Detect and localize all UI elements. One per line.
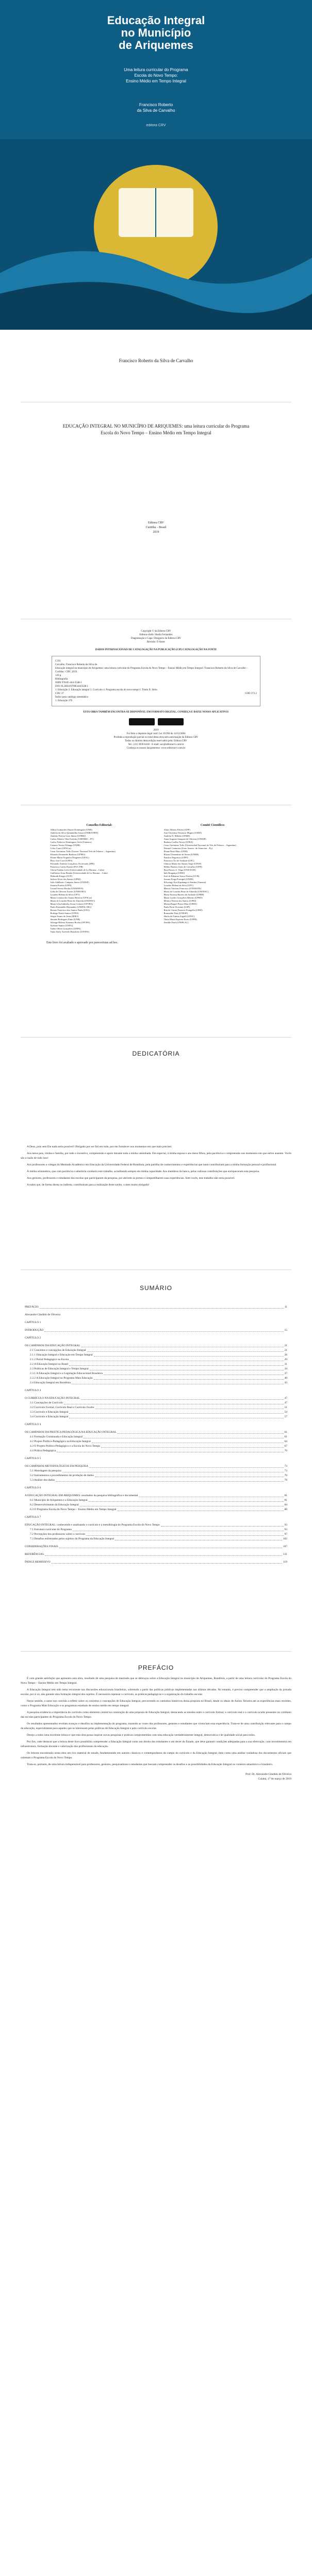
- toc-entry-label: 3.2 Currículo Formal, Currículo Real e Currículo Oculto: [30, 1406, 94, 1409]
- dedication-paragraph: Aos professores e colegas do Mestrado Acadêmico em Educação da Universidade Federal de Rondônia, pela partilha de conhecimentos e experiências que tanto contribuíram para a minha formação pessoal e profissional.: [27, 1163, 277, 1166]
- toc-entry-page: 88: [284, 1508, 287, 1511]
- toc-leader-dots: [94, 1356, 284, 1357]
- scientific-member: Maria Eurácia Barreto de Andrade (UFRB): [163, 893, 204, 896]
- toc-entry-label: 2.3.2 A Educação Integral no Programa Mais Educação: [30, 1377, 93, 1380]
- scientific-member: Fauston Negreiros (UFPI): [163, 856, 188, 859]
- editorial-member: Gloria Fariñas León (Universidade de La Havana – Cuba): [50, 869, 104, 871]
- dedication-paragraph: Aos meus pais, irmãos e família, por todo o incentivo, compreensão e apoio durante toda a minha caminhada. Em especial, à minha esposa e aos meus filhos, pela paciência e compreensão nos momentos em que estive ausente. Vocês são a razão de tudo isso!: [21, 1152, 291, 1160]
- toc-entry[interactable]: [25, 1498, 287, 1503]
- toc-entry-page: 84: [284, 1503, 287, 1506]
- toc-entry-label: OS CAMINHOS DA EDUCAÇÃO INTEGRAL: [25, 1344, 80, 1347]
- scientific-member: Mirian Raquel Piazzi Mari (UFRN): [163, 903, 197, 905]
- scientific-member: Maria de Lourdes Pinto de Almeida (UNOESC): [163, 890, 208, 893]
- toc-entry[interactable]: [25, 1552, 287, 1557]
- scientific-member: Mônica Pereira dos Santos (UFRJ): [163, 900, 196, 902]
- toc-entry[interactable]: [25, 1528, 287, 1532]
- scientific-member: Altair Alberto Fávero (UPF): [163, 828, 190, 831]
- toc-entry-page: 40: [284, 1377, 287, 1380]
- editorial-member: Lídia de Oliveira Xavier (UNIEURO): [50, 890, 86, 893]
- editorial-member: Élsio José Corá (UFFS): [50, 859, 73, 862]
- editorial-member: Sydione Santos (UEPG): [50, 924, 73, 927]
- scientific-member: Lourdes Helena da Silva (UFV): [163, 884, 193, 887]
- toc-entry-label: 4.3 O Projeto Político-Pedagógico e a Escola do Novo Tempo: [30, 1445, 101, 1448]
- book-cover: [0, 0, 312, 330]
- toc-entry-page: 93: [284, 1528, 287, 1531]
- toc-entry-page: 64: [284, 1440, 287, 1443]
- toc-leader-dots: [89, 1501, 284, 1502]
- toc-entry-label: 2.1.2 Portal Pedagógico na Escola: [30, 1358, 69, 1361]
- editorial-member: Maria Lília Imbiriba Sousa Colares (UFOPA): [50, 903, 93, 905]
- cover-subtitle: Uma leitura curricular do Programa Escola do Novo Tempo: Ensino Médio em Tempo Integral: [124, 67, 188, 83]
- editorial-board-title: Conselho Editorial:: [86, 824, 112, 827]
- scientific-member: Elizeu Clementino de Souza (UNEB): [163, 853, 199, 856]
- toc-leader-dots: [86, 1535, 283, 1536]
- toc-entry[interactable]: [25, 1367, 287, 1371]
- scientific-member: Barbara Coelho Neves (UFBA): [163, 841, 193, 843]
- cover-artwork: [0, 139, 312, 330]
- toc-entry-label: 3.1 Concepções de Currículo: [30, 1401, 63, 1404]
- scientific-member: Zenilde Durli (UNIPLAC): [163, 921, 189, 924]
- toc-entry[interactable]: [25, 1507, 287, 1512]
- toc-entry-page: 102: [283, 1537, 287, 1540]
- preface-paragraph: Os leitores encontrarão nesta obra um rico material de estudo, fundamentado em autores clássicos e contemporâneos do campo do currículo e da Educação Integral, bem como uma análise cuidadosa dos documentos oficiais que orientam o Programa Escola do Novo Tempo.: [21, 1752, 291, 1759]
- toc-entry[interactable]: [25, 1305, 287, 1310]
- preface-title: PREFÁCIO: [138, 1664, 174, 1671]
- toc-list: [25, 1305, 287, 1565]
- dedication-title: DEDICATÓRIA: [132, 1050, 180, 1057]
- toc-entry[interactable]: [25, 1473, 287, 1478]
- scientific-member: Marcos Vinicius Francisco (UNOESTE): [163, 887, 202, 890]
- toc-entry-label: REFERÊNCIAS: [25, 1553, 44, 1556]
- editorial-board-list: [51, 828, 149, 934]
- toc-entry-label: CAPÍTULO 1: [25, 1321, 41, 1324]
- toc-entry-page: 73: [284, 1469, 287, 1472]
- toc-entry[interactable]: [25, 1344, 287, 1348]
- dedication-paragraph: A Deus, pois sem Ele nada seria possível! Obrigado por ser fiel em tudo, por me fortalecer nos momentos em que mais precisei.: [27, 1145, 172, 1148]
- editorial-member: Paulo Romualdo Hernandes (UNIFAL-MG): [50, 906, 92, 908]
- toc-leader-dots: [56, 1481, 284, 1482]
- toc-entry-label: 7.2 Percepções dos professores sobre o currículo: [30, 1533, 86, 1536]
- toc-leader-dots: [101, 1447, 283, 1448]
- preface-signature: Prof. Dr. Alexandre Cândido de Oliveira Cuiabá, 17 de março de 2019: [245, 1773, 291, 1781]
- toc-entry[interactable]: [25, 1456, 287, 1461]
- scientific-committee: [164, 824, 262, 934]
- toc-entry[interactable]: [25, 1523, 287, 1528]
- toc-entry[interactable]: [25, 1439, 287, 1444]
- toc-entry-page: 81: [284, 1499, 287, 1502]
- toc-entry[interactable]: [25, 1449, 287, 1453]
- editorial-member: Aldira Guimarães Duarte Domínguez (UNB): [50, 828, 92, 831]
- cover-author: Francisco Roberto da Silva de Carvalho: [137, 103, 175, 113]
- toc-entry-label: CAPÍTULO 6: [25, 1486, 41, 1489]
- toc-entry-label: 2.3.1 A Educação Integral e a Legislação Educacional Brasileira: [30, 1372, 103, 1375]
- toc-entry[interactable]: [25, 1348, 287, 1353]
- toc-entry[interactable]: [25, 1478, 287, 1483]
- toc-entry[interactable]: [25, 1381, 287, 1385]
- toc-leader-dots: [40, 1308, 284, 1309]
- app-store-badge-icon[interactable]: [158, 718, 184, 725]
- toc-entry[interactable]: [25, 1410, 287, 1415]
- toc-entry-page: 26: [284, 1353, 287, 1357]
- editorial-member: Renato Francisco dos Santos Paula (UFG): [50, 909, 90, 911]
- preface-paragraph: A Educação Integral tem sido tema recorrente nas discussões educacionais brasileiras, sobretudo a partir das políticas públicas implementadas nas últimas décadas. No entanto, é preciso compreender que a ampliação da jornada escolar, por si só, não garante uma formação integral dos sujeitos. É necessário repensar o currículo, as práticas pedagógicas e a organização do trabalho escolar.: [21, 1688, 291, 1696]
- editorial-member: Tadeu Oliver Gonçalves (UFPA): [50, 927, 81, 930]
- toc-entry-label: CAPÍTULO 7: [25, 1516, 41, 1519]
- toc-entry-label: 2.2 A Educação Integral no Brasil: [30, 1363, 69, 1366]
- toc-entry[interactable]: [25, 1388, 287, 1393]
- scientific-member: Jussara Fraga Portugal (UNEB): [163, 878, 193, 880]
- toc-entry-page: 34: [284, 1367, 287, 1370]
- title-page-imprint: Editora CRV Curitiba – Brasil 2019: [145, 521, 167, 534]
- scientific-member: Andréia N. Militão (UEMS): [163, 835, 190, 837]
- editorial-member: Maria de Lourdes Pinto de Almeida (UNOESC): [50, 900, 95, 902]
- toc-entry-label: 6.3 O Programa Escola do Novo Tempo – Ensino Médio em Tempo Integral: [30, 1508, 117, 1511]
- scientific-member: Sheila de Fatima Zagolli (UFSC): [163, 915, 195, 918]
- preface-paragraph: Desejo a todos uma excelente leitura e que esta obra possa inspirar novas pesquisas e práticas comprometidas com uma educação verdadeiramente integral, democrática e de qualidade social para todos.: [27, 1734, 256, 1737]
- toc-entry-label: 7.3 Desafios enfrentados pelos sujeitos do Programa da Educação Integral: [30, 1537, 114, 1540]
- toc-entry-label: Alexandre Cândido de Oliveira: [25, 1313, 60, 1316]
- toc-entry-page: 37: [284, 1372, 287, 1375]
- toc-entry-page: 47: [284, 1401, 287, 1404]
- scientific-member: Inês Bragança (UERJ): [163, 872, 185, 874]
- toc-leader-dots: [69, 1365, 283, 1366]
- scientific-member: Ilma Passos A. Veiga (UNICEUB): [163, 869, 196, 871]
- toc-entry[interactable]: [25, 1415, 287, 1419]
- preface-paragraph: Trata-se, portanto, de uma leitura indispensável para professores, gestores, pesquisadores e estudantes que buscam compreender os desafios e as possibilidades da Educação Integral no contexto amazônico e brasileiro.: [27, 1763, 273, 1766]
- toc-entry-page: 81: [284, 1494, 287, 1497]
- toc-entry-page: 73: [284, 1465, 287, 1468]
- toc-entry-label: PREFÁCIO: [25, 1306, 39, 1309]
- toc-entry-label: CAPÍTULO 3: [25, 1389, 41, 1392]
- toc-entry-page: 119: [283, 1561, 287, 1564]
- editorial-member: Andréia da Silva Quintanilha Sousa (UNIR/UFRN): [50, 832, 98, 834]
- toc-entry-page: 21: [284, 1349, 287, 1352]
- toc-entry-label: 5.3 Análise dos dados: [30, 1479, 55, 1482]
- editorial-member: Helmuth Krüger (UCP): [50, 875, 72, 877]
- catalog-footer: 2019 Foi feito o depósito legal conf. Lei 10.994 de 14/12/2004 Proibida a reprodução parcial ou total desta obra sem autorização da Editora CRV Todos os direitos desta edição reservados pela: Editora CRV Tel.: (41) 3039-6418 - E-mail: sac@editoracrv.com.br Conheça os nossos lançamentos: www.editoracrv.com.br: [113, 729, 199, 750]
- app-store-badges: [21, 718, 291, 725]
- toc-entry[interactable]: [25, 1515, 287, 1520]
- toc-leader-dots: [89, 1467, 283, 1468]
- toc-entry-page: 70: [284, 1449, 287, 1452]
- toc-entry-label: CAPÍTULO 4: [25, 1423, 41, 1426]
- scientific-member: Rita de Cássia Prazeres Frangella (UERJ): [163, 909, 203, 911]
- toc-entry[interactable]: [25, 1358, 287, 1362]
- toc-entry-label: INTRODUÇÃO: [25, 1329, 44, 1332]
- table-of-contents-page: [0, 1270, 312, 1651]
- scientific-member: Diosnel Centurion (Univ Americ. de Asunción – Py): [163, 847, 212, 850]
- preface-paragraph: Por fim, cabe destacar que a leitura deste livro possibilita compreender a Educação Integral como um direito dos estudantes e um dever do Estado, que deve garantir condições adequadas para a sua efetivação, com investimentos em infraestrutura, formação docente e valorização dos profissionais da educação.: [21, 1740, 291, 1748]
- toc-entry-label: 2.4 Educação Integral em Rondônia: [30, 1381, 71, 1384]
- toc-entry-label: 7.1 Estrutura curricular do Programa: [30, 1528, 72, 1531]
- toc-entry-label: EDUCAÇÃO INTEGRAL: conhecendo e analisando o currículo e a metodologia do Programa Escola do Novo Tempo: [25, 1523, 160, 1527]
- toc-entry-label: CONSIDERAÇÕES FINAIS: [25, 1545, 58, 1548]
- toc-entry-page: 47: [284, 1397, 287, 1400]
- half-title-author: Francisco Roberto da Silva de Carvalho: [119, 358, 193, 363]
- scientific-member: Francisco Ari de Andrade (UFC): [163, 859, 194, 862]
- preface-page: [0, 1652, 312, 2218]
- toc-entry-label: ÍNDICE REMISSIVO: [25, 1561, 51, 1564]
- toc-entry[interactable]: [25, 1405, 287, 1410]
- editorial-member: Sérgio Nunes de Jesus (IFRO): [50, 915, 79, 918]
- toc-entry-page: 11: [284, 1306, 287, 1309]
- scientific-committee-title: Comitê Científico:: [200, 824, 225, 827]
- toc-entry-page: 78: [284, 1479, 287, 1482]
- toc-entry[interactable]: [25, 1313, 287, 1317]
- scientific-committee-list: [164, 828, 262, 924]
- cip-record: C331 Carvalho, Francisco Roberto da Silva de. Educação integral no município de Ariquemes: uma leitura curricular do Programa Escola do Novo Tempo – Ensino Médio em Tempo Integral / Francisco Roberto da Silva de Carvalho – Curitiba : CRV, 2019. 120 p. Bibliografia ISBN 978-85-444-3548-1 DOI 10.24824/978854443548.1 1. Educação 2. Educação integral 3. Currículo 4. Programa escola do novo tempo I. Título II. Série. CDU 37 CDD 373.2 Índice para catálogo sistemático 1. Educação 370: [52, 656, 260, 706]
- editorial-member: Maria Cristina dos Santos Bezerra (UFSCar): [50, 896, 92, 899]
- scientific-member: Maria Lurdes Gonçalves Ribeiro (UFRN): [163, 896, 203, 899]
- toc-entry-label: O CURRÍCULO NA EDUCAÇÃO INTEGRAL: [25, 1397, 80, 1400]
- toc-entry[interactable]: [25, 1469, 287, 1473]
- toc-entry-page: 21: [284, 1344, 287, 1347]
- scientific-member: Kilwangy Kya Kapitango-a-Samba (Unemat): [163, 881, 206, 884]
- toc-title: SUMÁRIO: [139, 1284, 172, 1292]
- toc-entry-label: 5.1 Abordagem da pesquisa: [30, 1469, 61, 1472]
- dedication-paragraph: Aos gestores, professores e estudantes das escolas que participaram da pesquisa, por abrirem as portas e compartilharem suas experiências. Sem vocês, este trabalho não seria possível.: [27, 1177, 235, 1180]
- toc-leader-dots: [44, 1331, 283, 1332]
- editorial-member: Francisco Carlos Duarte (PUC-PR): [50, 866, 84, 868]
- toc-entry-page: 67: [284, 1445, 287, 1448]
- toc-entry-label: 5.2 Instrumentos e procedimentos de produção de dados: [30, 1474, 94, 1477]
- toc-entry[interactable]: [25, 1435, 287, 1439]
- toc-entry[interactable]: [25, 1353, 287, 1358]
- toc-entry-page: 15: [284, 1329, 287, 1332]
- toc-entry-label: 2.1.1 Educação Integral e Educação em Tempo Integral: [30, 1353, 93, 1357]
- toc-entry[interactable]: [25, 1336, 287, 1341]
- toc-entry-label: CAPÍTULO 2: [25, 1336, 41, 1340]
- scientific-member: Helder Buenos Aires de Carvalho (UFPI): [163, 866, 202, 868]
- toc-entry[interactable]: [25, 1560, 287, 1565]
- toc-leader-dots: [94, 1379, 284, 1380]
- toc-entry-label: 4.1 Formação Continuada e Educação Integral: [30, 1435, 83, 1438]
- toc-entry-page: 43: [284, 1381, 287, 1384]
- toc-entry-label: 2.1 Conceitos e concepções de Educação Integral: [30, 1349, 86, 1352]
- editorial-member: Fernando Antônio Gonçalves Alcoforado (IPB): [50, 862, 94, 865]
- toc-entry[interactable]: [25, 1320, 287, 1325]
- digital-edition-notice: ESTA OBRA TAMBÉM ENCONTRA-SE DISPONÍVEL EM FORMATO DIGITAL. CONHEÇA E BAIXE NOSSO APLICATIVO!: [83, 711, 229, 714]
- toc-entry[interactable]: [25, 1371, 287, 1376]
- editorial-member: Tania Suely Azevedo Brasileiro (UFOPA): [50, 930, 90, 933]
- toc-leader-dots: [118, 1433, 284, 1434]
- preface-paragraph: Os resultados apresentados revelam avanços e desafios na implementação do programa, trazendo as vozes dos professores, gestores e estudantes que vivenciam essa experiência. Trata-se de uma contribuição relevante para o campo da educação, especialmente para aqueles que se interessam pelas políticas de Educação Integral e pelo currículo escolar.: [21, 1722, 291, 1730]
- google-play-badge-icon[interactable]: [129, 718, 155, 725]
- toc-entry[interactable]: [25, 1444, 287, 1449]
- toc-entry-page: 57: [284, 1415, 287, 1418]
- cip-header: DADOS INTERNACIONAIS DE CATALOGAÇÃO NA PUBLICAÇÃO (CIP) CATALOGAÇÃO NA FONTE: [95, 649, 217, 651]
- toc-entry-label: OS CAMINHOS DA PRÁTICA PEDAGÓGICA NA EDUCAÇÃO INTEGRAL: [25, 1431, 117, 1434]
- preface-body: [21, 1676, 291, 1767]
- editorial-member: Carmen Tereza Velanga (UNIR): [50, 844, 80, 846]
- toc-entry[interactable]: [25, 1430, 287, 1435]
- dedication-paragraph: A todos que, de forma direta ou indireta, contribuíram para a realização deste sonho, o meu muito obrigado!: [27, 1183, 150, 1187]
- toc-entry-label: 3.4 Currículo e Educação Integral: [30, 1415, 69, 1418]
- title-page-title: EDUCAÇÃO INTEGRAL NO MUNICÍPIO DE ARIQUEMES: uma leitura curricular do Programa Escola do Novo Tempo – Ensino Médio em Tempo Integral: [62, 423, 250, 435]
- toc-entry-page: 54: [284, 1411, 287, 1414]
- scientific-member: Anna Augusta Sampaio de Oliveira (UNESP): [163, 838, 206, 840]
- editorial-member: João Adalberto Campato Junior (UNESP): [50, 881, 89, 884]
- scientific-member: Gláucia Maria dos Santos Jorge (UFOP): [163, 862, 202, 865]
- scientific-member: Tânia Maria Esperon Porto (UFPB): [163, 918, 197, 921]
- toc-leader-dots: [52, 1563, 282, 1564]
- editorial-member: Carlos Alberto Vilar Estêvão (UMINHO – PT): [50, 838, 94, 840]
- toc-entry[interactable]: [25, 1537, 287, 1541]
- editorial-member: Eduardo Fernandes Barbosa (UFMG): [50, 853, 86, 856]
- catalog-page: [0, 619, 312, 805]
- toc-entry-label: A EDUCAÇÃO INTEGRAL EM ARIQUEMES: resultados da pesquisa bibliográfica e documental: [25, 1494, 138, 1497]
- dedication-body: [21, 1145, 291, 1188]
- toc-entry-label: 4.4 Prática Pedagógica: [30, 1449, 56, 1452]
- editorial-member: Simone Rodrigues Pinto (UNB): [50, 918, 80, 921]
- toc-entry[interactable]: [25, 1401, 287, 1405]
- toc-entry-label: 4.2 Projeto Político-Pedagógico na Educação Integral: [30, 1440, 91, 1443]
- editorial-member: Jailson Alves dos Santos (UFRJ): [50, 878, 81, 880]
- toc-entry-label: 6.1 Município de Ariquemes e a Educação Integral: [30, 1499, 88, 1502]
- editorial-member: Guillermo Arias Beatón (Universidade de La Havana – Cuba): [50, 872, 108, 874]
- peer-review-note: Este livro foi avaliado e aprovado por pareceristas ad hoc.: [46, 941, 119, 944]
- toc-leader-dots: [161, 1526, 284, 1527]
- toc-entry-label: OS CAMINHOS METODOLÓGICOS DA PESQUISA: [25, 1465, 89, 1468]
- cover-publisher: editora CRV: [146, 124, 166, 127]
- toc-entry-page: 61: [284, 1431, 287, 1434]
- toc-entry-page: 29: [284, 1358, 287, 1361]
- copyright-block: Copyright © da Editora CRV Editora-chefe: Sheila Fernandes Diagramação e Capa: Designers da Editora CRV Revisão: O Autor: [130, 630, 182, 643]
- toc-entry-page: 93: [284, 1523, 287, 1527]
- cover-title: Educação Integral no Município de Ariquemes: [107, 14, 205, 52]
- preface-paragraph: A pesquisa evidencia a importância do currículo como elemento central na construção de uma proposta de Educação Integral, destacando as tensões entre o currículo formal, o currículo real e o currículo oculto presentes no cotidiano das escolas participantes do Programa Escola do Novo Tempo.: [21, 1711, 291, 1719]
- toc-entry-label: CAPÍTULO 5: [25, 1457, 41, 1460]
- toc-leader-dots: [81, 1399, 284, 1400]
- toc-entry-page: 31: [284, 1363, 287, 1366]
- toc-entry[interactable]: [25, 1376, 287, 1381]
- toc-entry-label: 6.2 Desenvolvimento da Educação Integral: [30, 1503, 79, 1506]
- scientific-member: Romualdo Dias (UNESP): [163, 912, 188, 914]
- half-title-page: [0, 330, 312, 402]
- toc-entry-page: 107: [283, 1545, 287, 1548]
- editorial-board: [51, 824, 149, 934]
- dedication-page: [0, 1038, 312, 1269]
- toc-entry-page: 111: [283, 1553, 287, 1556]
- toc-entry[interactable]: [25, 1545, 287, 1549]
- scientific-member: Paula Perin Vicentini (USP): [163, 906, 190, 908]
- toc-entry[interactable]: [25, 1362, 287, 1367]
- toc-entry[interactable]: [25, 1494, 287, 1498]
- editorial-member: Josania Portela (UFPI): [50, 884, 72, 887]
- toc-entry-label: 2.3 Políticas de Educação Integral e Tempo Integral: [30, 1367, 89, 1370]
- editorial-member: Solange Helena Ximenes-Rocha (UFOPA): [50, 921, 90, 924]
- councils-page: [0, 805, 312, 1037]
- toc-entry[interactable]: [25, 1503, 287, 1507]
- scientific-member: Ana Chrystina Venancio Mignot (UERJ): [163, 832, 202, 834]
- toc-entry-page: 97: [284, 1533, 287, 1536]
- toc-entry[interactable]: [25, 1464, 287, 1469]
- editorial-member: Antônio Pereira Gaio Júnior (UFRRJ): [50, 835, 86, 837]
- editorial-member: Celso Conti (UFSCar): [50, 847, 71, 850]
- toc-entry[interactable]: [25, 1328, 287, 1333]
- editorial-member: Rodrigo Pratte-Santos (UFES): [50, 912, 79, 914]
- toc-entry[interactable]: [25, 1532, 287, 1537]
- toc-entry[interactable]: [25, 1486, 287, 1490]
- scientific-member: Eliane Rose Maio (UEM): [163, 850, 188, 853]
- editorial-member: Elione Maria Nogueira Diogenes (UFAL): [50, 856, 89, 859]
- editorial-member: Lourdes Helena da Silva (UFV): [50, 893, 80, 896]
- toc-leader-dots: [45, 1555, 282, 1556]
- dedication-paragraph: À minha orientadora, que com paciência e sabedoria conduziu este trabalho, acreditando sempre em minha capacidade. Aos membros da banca, pelas valiosas contribuições que enriqueceram esta pesquisa.: [27, 1170, 260, 1173]
- editorial-member: Cesar Gerónimo Tello (Univer. Nacional Três de Febrero – Argentina): [50, 850, 116, 853]
- editorial-member: Carlos Federico Dominguez Avila (Unieuro): [50, 841, 92, 843]
- toc-entry[interactable]: [25, 1422, 287, 1427]
- toc-entry-page: 61: [284, 1435, 287, 1438]
- editorial-member: Leonel Severo Rocha (UNISINOS): [50, 887, 84, 890]
- toc-entry-label: 3.3 Currículo e Educação Integral: [30, 1411, 69, 1414]
- toc-entry[interactable]: [25, 1396, 287, 1401]
- preface-paragraph: Nesse sentido, o autor nos convida a refletir sobre os conceitos e concepções de Educação Integral, percorrendo os caminhos históricos dessa proposta no Brasil, desde os ideais de Anísio Teixeira até as experiências mais recentes, como o Programa Mais Educação e os programas estaduais de ensino médio em tempo integral.: [21, 1700, 291, 1707]
- toc-leader-dots: [87, 1351, 284, 1352]
- preface-paragraph: É com grande satisfação que apresento esta obra, resultado de uma pesquisa de mestrado que se debruçou sobre a Educação Integral no município de Ariquemes, Rondônia, a partir de uma leitura curricular do Programa Escola do Novo Tempo – Ensino Médio em Tempo Integral.: [21, 1677, 291, 1685]
- toc-entry-page: 76: [284, 1474, 287, 1477]
- scientific-member: José de Ribamar Sousa Pereira (UCB): [163, 875, 200, 877]
- toc-leader-dots: [69, 1413, 283, 1414]
- title-page: [0, 402, 312, 619]
- scientific-member: Cesar Gerónimo Tello (Universidad Nacional de Três de Febrero – Argentina): [163, 844, 236, 846]
- toc-entry-page: 51: [284, 1406, 287, 1409]
